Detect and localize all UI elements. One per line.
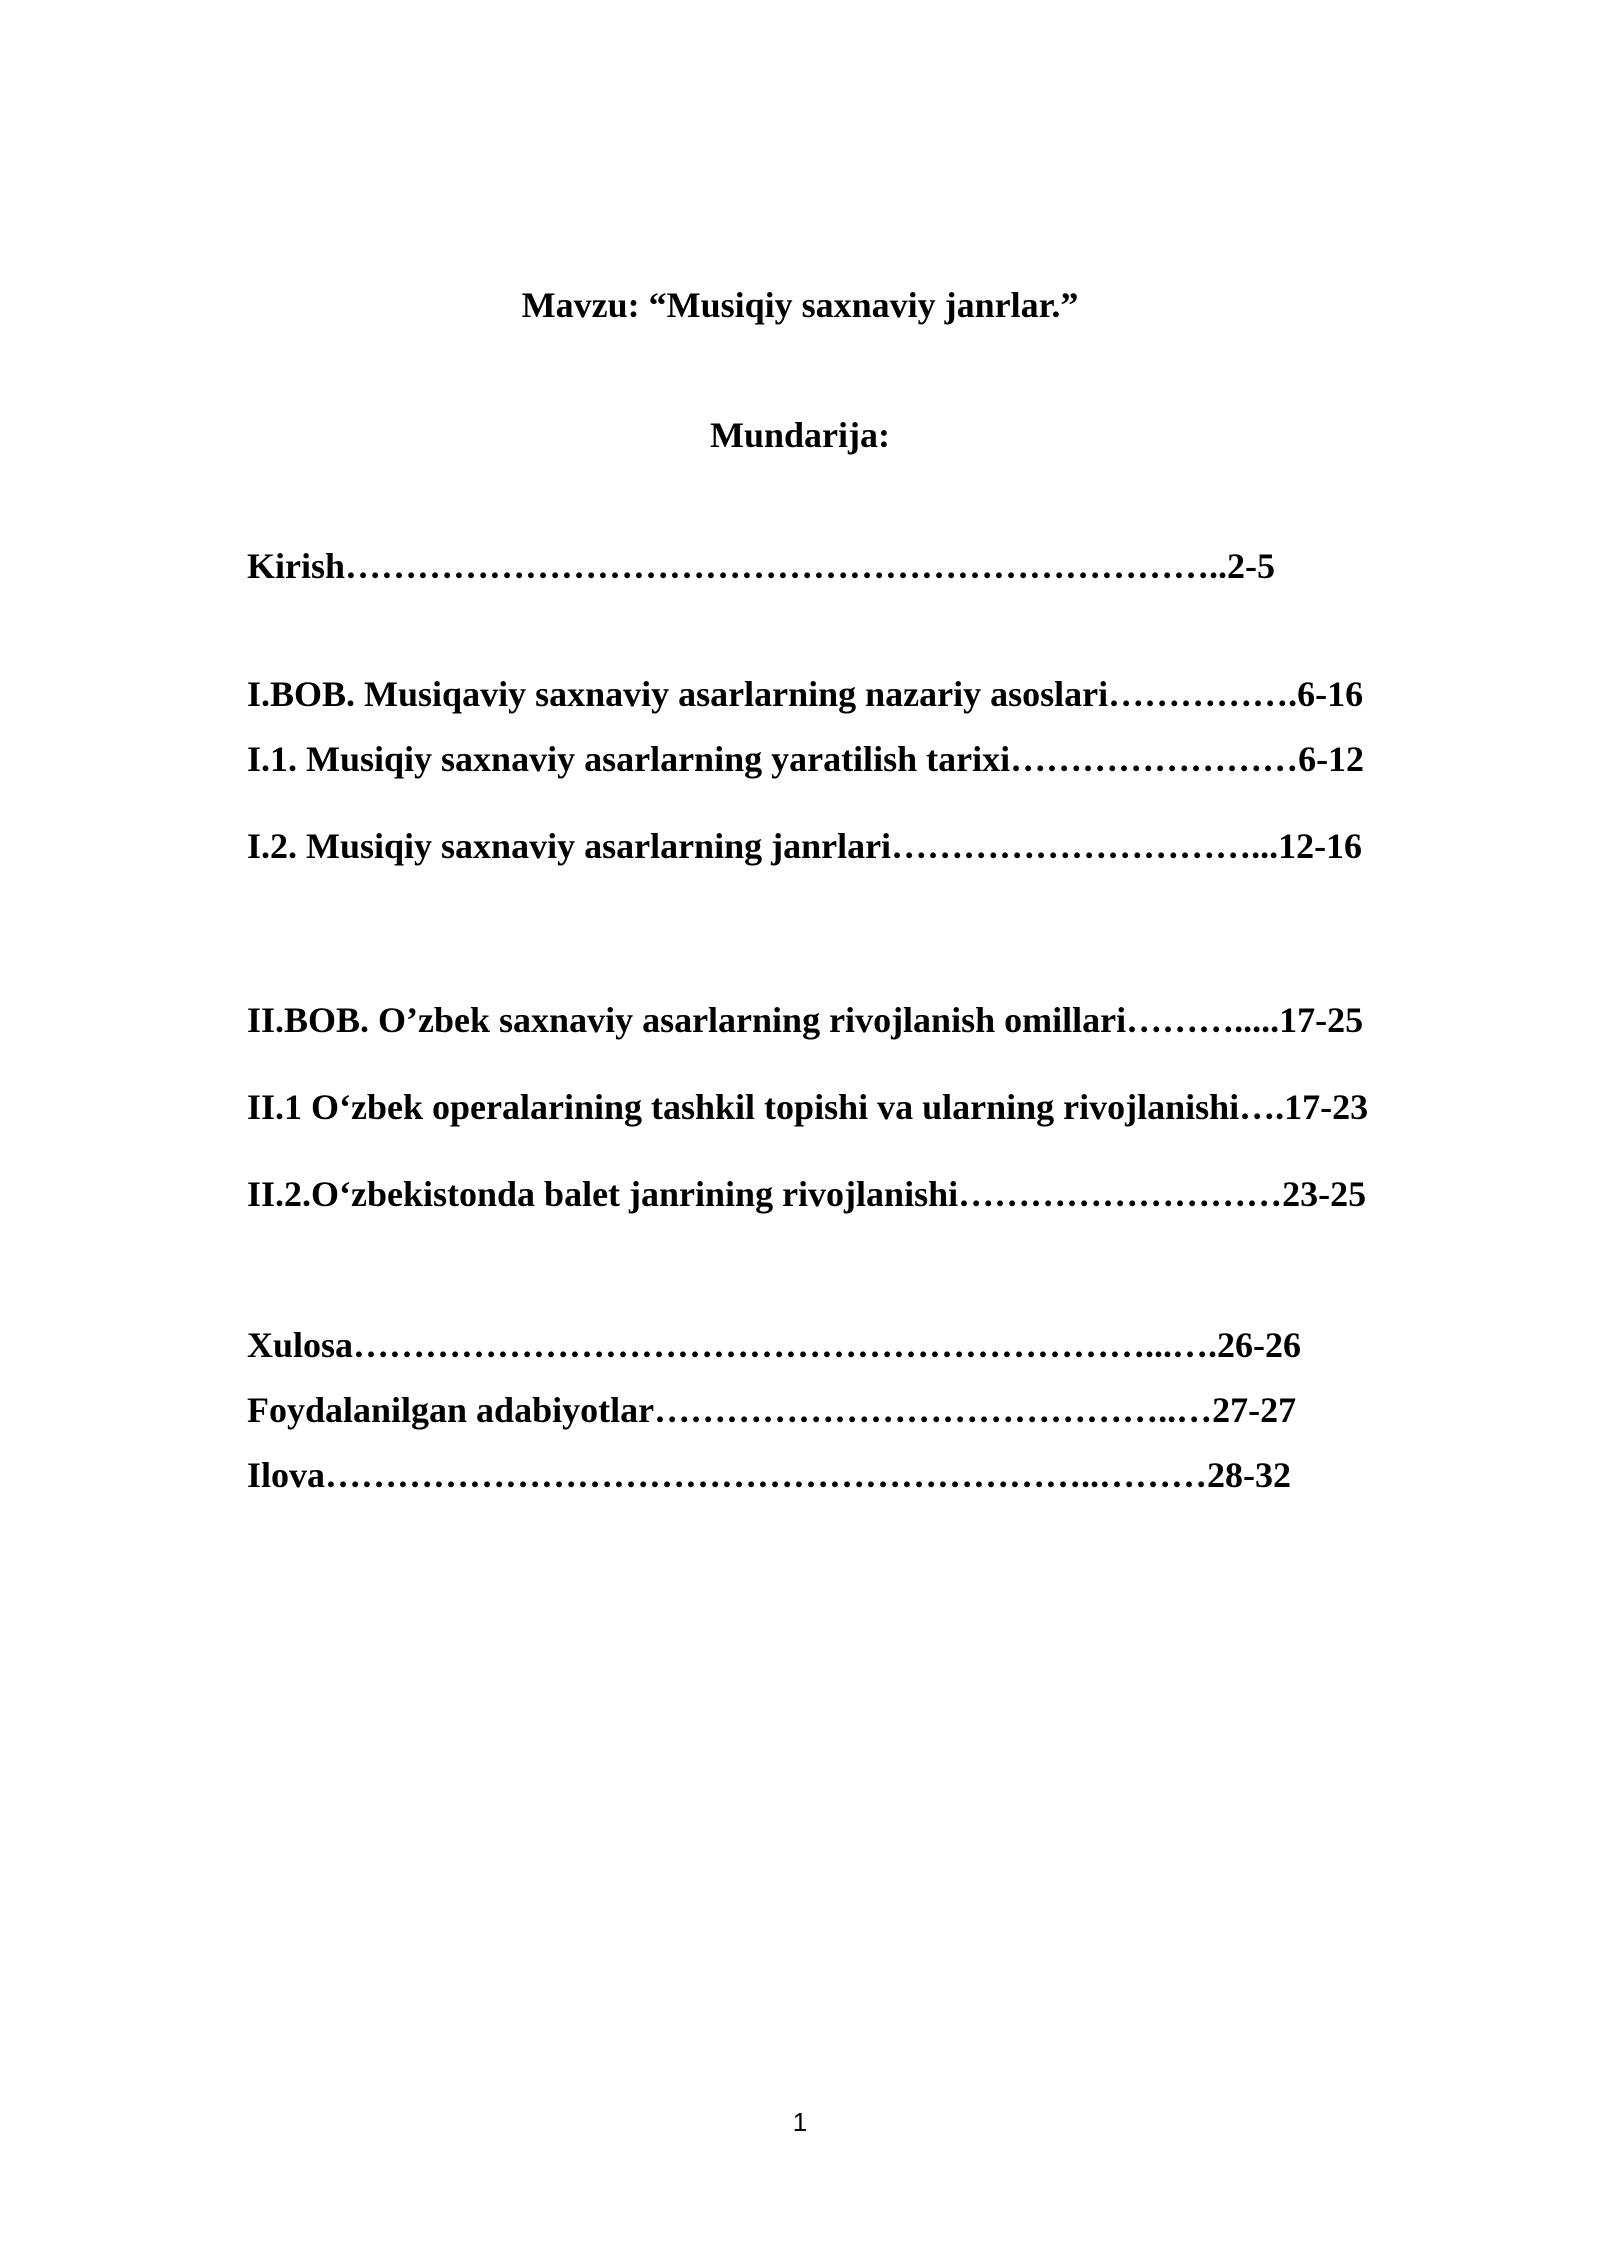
toc-entry-section-1-1: I.1. Musiqiy saxnaviy asarlarning yaratilish tarixi……………………6-12 bbox=[247, 739, 1365, 779]
document-topic: Mavzu: “Musiqiy saxnaviy janrlar.” bbox=[521, 285, 1079, 325]
page-number: 1 bbox=[792, 2107, 808, 2137]
toc-entry-chapter-2: II.BOB. O’zbek saxnaviy asarlarning rivojlanish omillari……….....17-25 bbox=[247, 1000, 1364, 1040]
toc-entry-chapter-1: I.BOB. Musiqaviy saxnaviy asarlarning nazariy asoslari…………….6-16 bbox=[247, 674, 1364, 714]
toc-entry-section-2-1: II.1 O‘zbek operalarining tashkil topishi va ularning rivojlanishi….17-23 bbox=[247, 1087, 1369, 1127]
contents-title: Mundarija: bbox=[710, 415, 890, 455]
toc-entry-xulosa: Xulosa…………………………………………………………...….26-26 bbox=[247, 1325, 1302, 1365]
toc-entry-kirish: Kirish………………………………………………………………..2-5 bbox=[247, 546, 1276, 586]
toc-entry-ilova: Ilova………………………………………………………..………28-32 bbox=[247, 1455, 1291, 1495]
toc-entry-section-1-2: I.2. Musiqiy saxnaviy asarlarning janrlari…………………………...12-16 bbox=[247, 826, 1363, 866]
toc-entry-section-2-2: II.2.O‘zbekistonda balet janrining rivojlanishi………………………23-25 bbox=[247, 1174, 1367, 1214]
toc-entry-references: Foydalanilgan adabiyotlar……………………………………..…27-27 bbox=[247, 1390, 1297, 1430]
